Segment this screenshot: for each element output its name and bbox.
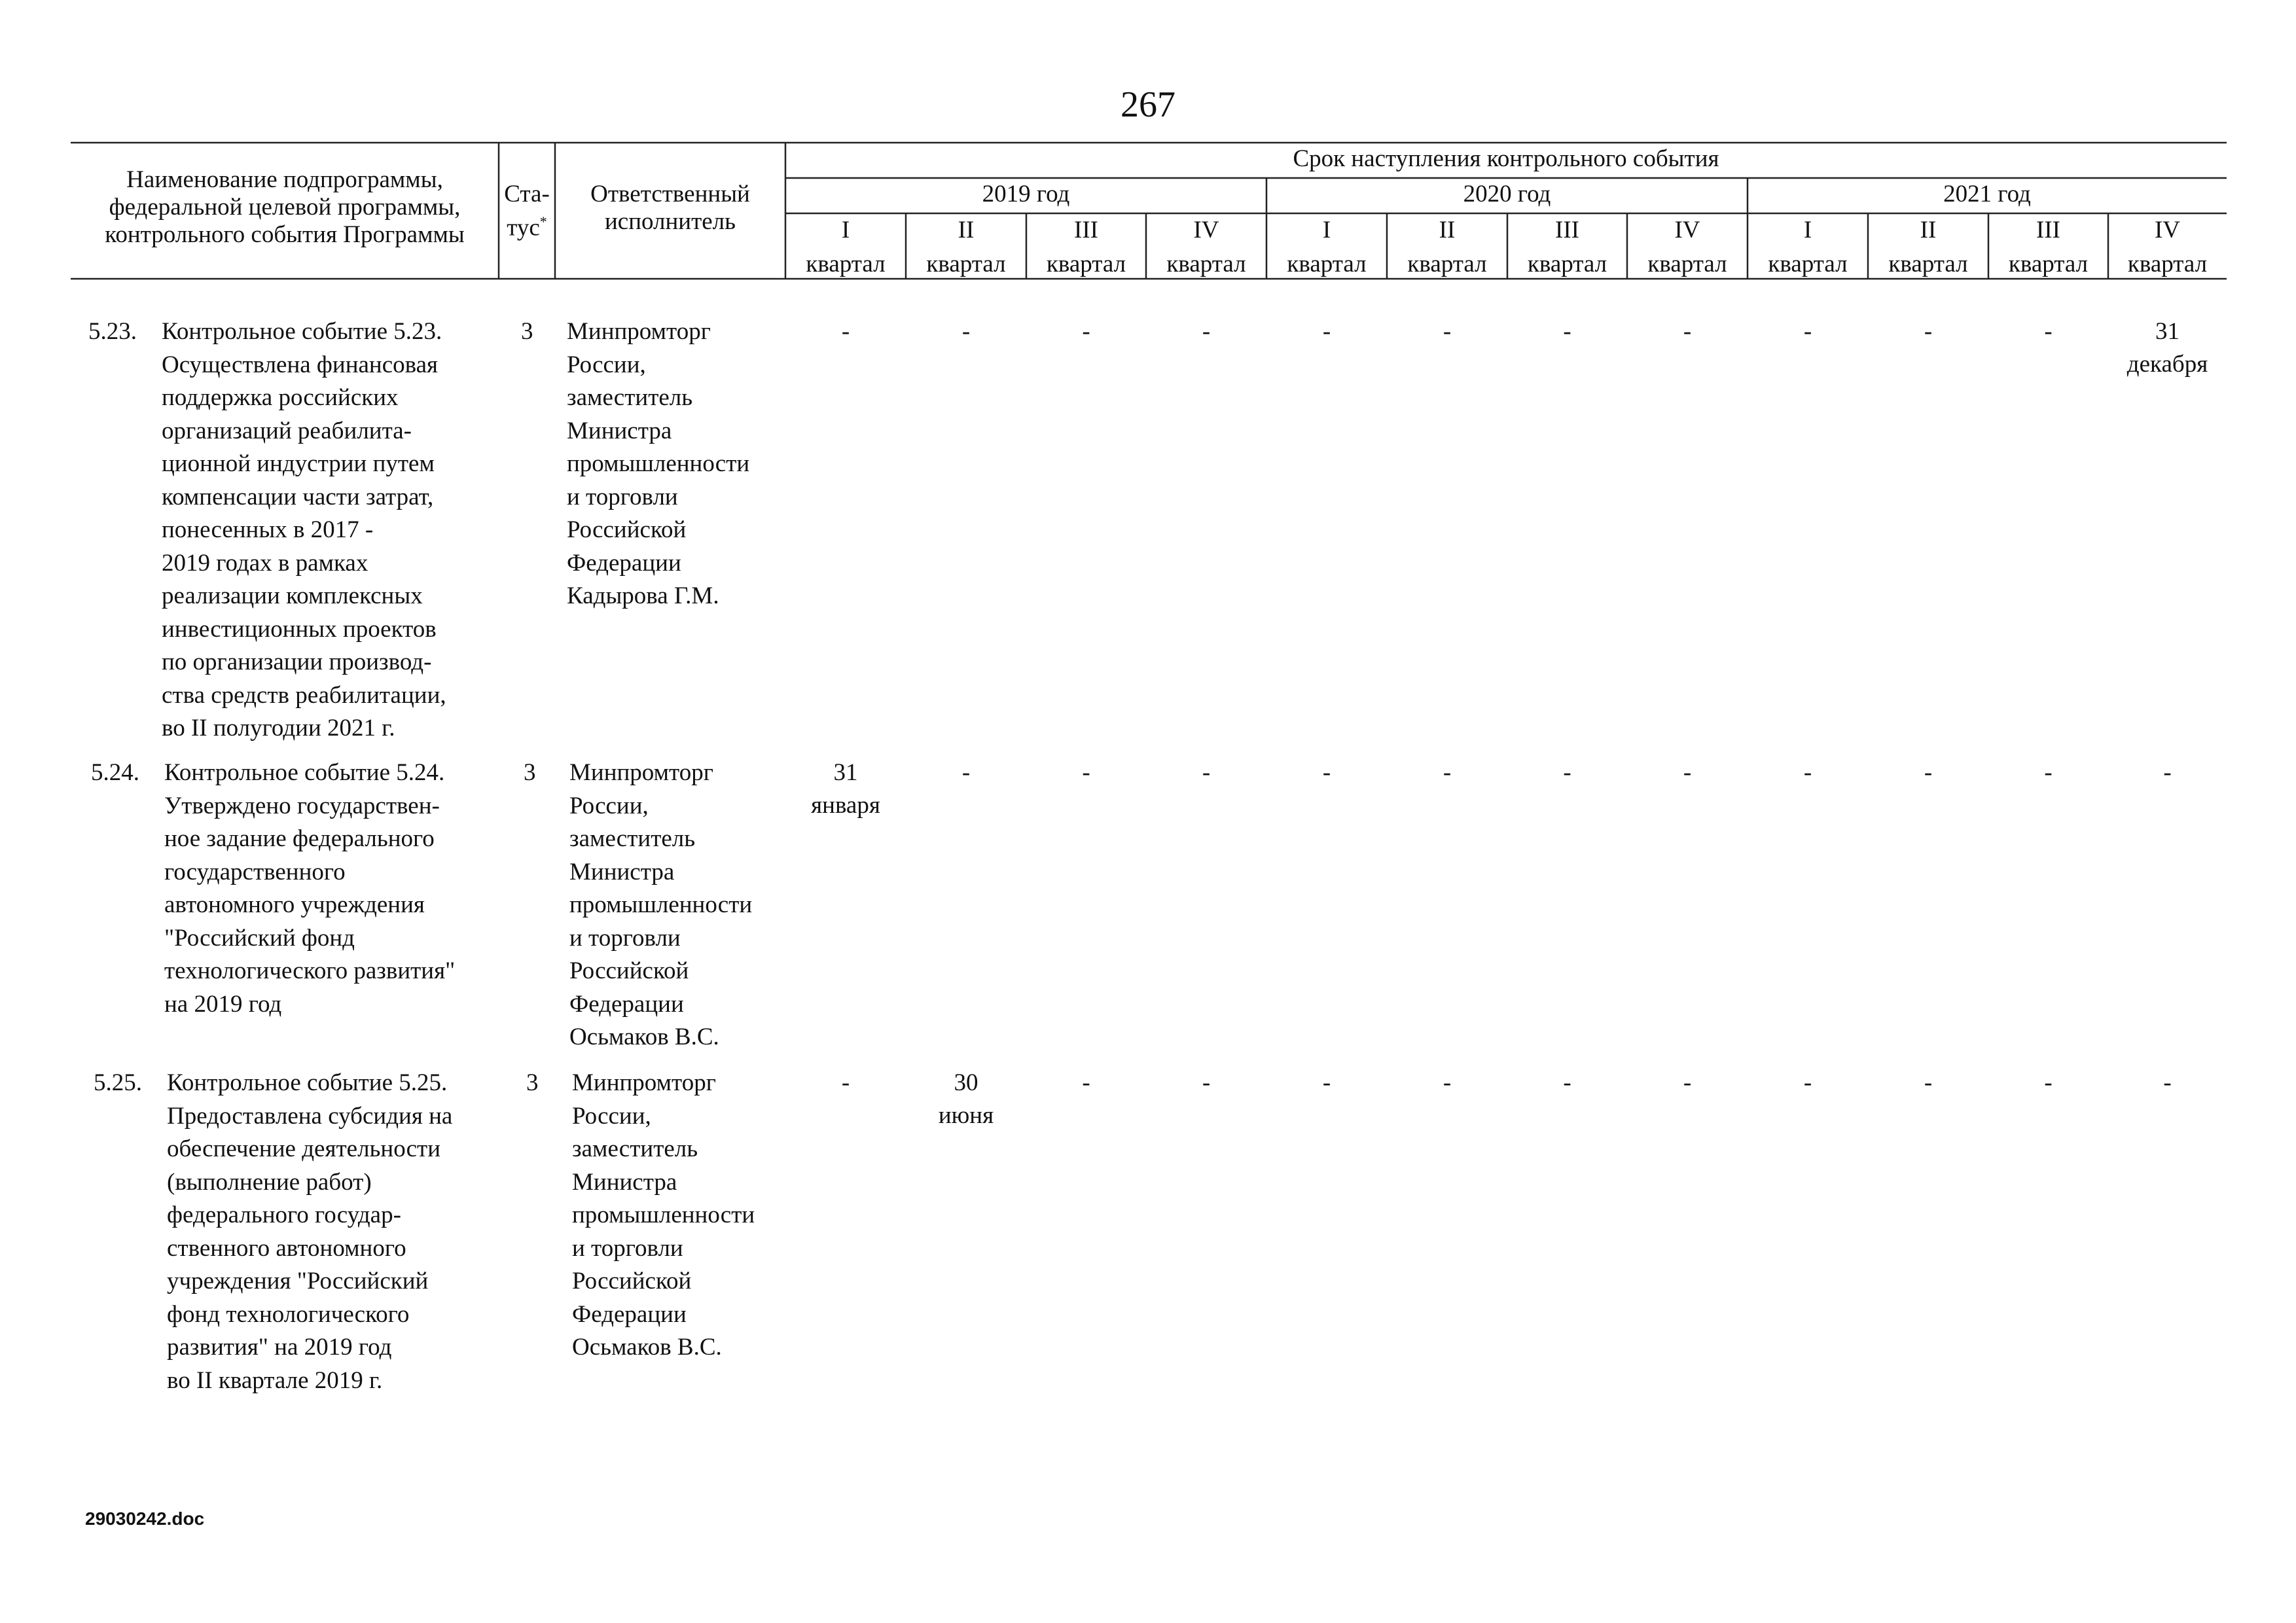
row-number: 5.25.	[94, 1069, 142, 1096]
document-id: 29030242.doc	[85, 1508, 205, 1529]
quarter-cell: -	[1202, 318, 1211, 345]
header-quarter: III квартал	[1527, 217, 1607, 277]
row-status: 3	[521, 318, 533, 345]
quarter-cell: -	[1563, 318, 1571, 345]
quarter-cell: -	[1563, 759, 1571, 786]
header-quarter: II квартал	[926, 217, 1006, 277]
page-number: 267	[1121, 84, 1175, 125]
header-quarter: III квартал	[1046, 217, 1126, 277]
row-event-name: Контрольное событие 5.23. Осуществлена финансовая поддержка российских организаций реабилита- ционной индустрии путем компенсации части затрат, понесенных в 2017 - 2019 годах в рамках реализации комплексных инвестиционных проектов по организации производ- ства средств реабилитации, во II полугодии 2021 г.	[162, 318, 446, 741]
row-number: 5.23.	[88, 318, 137, 345]
quarter-cell: -	[2044, 1069, 2053, 1096]
quarter-cell: -	[1322, 1069, 1331, 1096]
quarter-cell: -	[1202, 759, 1211, 786]
quarter-cell: -	[2163, 1069, 2172, 1096]
header-year-2020: 2020 год	[1463, 181, 1551, 207]
row-number: 5.24.	[91, 759, 139, 786]
header-quarter: IV квартал	[1166, 217, 1246, 277]
header-quarter: IV квартал	[2127, 217, 2208, 277]
quarter-cell: -	[1202, 1069, 1211, 1096]
row-event-name: Контрольное событие 5.25. Предоставлена субсидия на обеспечение деятельности (выполнение работ) федерального государ- ственного автономного учреждения "Российский фонд технологического развития" на 2019 год во II квартале 2019 г.	[167, 1069, 453, 1394]
header-status-column: Ста- тус*	[504, 181, 550, 241]
quarter-cell: -	[1443, 1069, 1452, 1096]
header-quarter: I квартал	[1287, 217, 1367, 277]
quarter-cell: -	[1924, 318, 1933, 345]
row-executor: Минпромторг России, заместитель Министра промышленности и торговли Российской Федерации Кадырова Г.М.	[567, 318, 750, 609]
quarter-cell: -	[1683, 318, 1692, 345]
quarter-cell: -	[2044, 759, 2053, 786]
quarter-cell: -	[1082, 759, 1090, 786]
row-status: 3	[526, 1069, 539, 1096]
quarter-cell: -	[1803, 759, 1812, 786]
quarter-cell: -	[1563, 1069, 1571, 1096]
quarter-cell: -	[1443, 759, 1452, 786]
quarter-cell: -	[1322, 759, 1331, 786]
quarter-cell: -	[1803, 1069, 1812, 1096]
quarter-cell: -	[1082, 318, 1090, 345]
header-executor-column: Ответственный исполнитель	[590, 181, 750, 235]
quarter-cell: -	[961, 759, 971, 786]
row-status: 3	[524, 759, 536, 786]
quarter-cell: 31 декабря	[2126, 318, 2208, 378]
quarter-cell: -	[1683, 1069, 1692, 1096]
quarter-cell: 31 января	[811, 759, 880, 819]
header-quarter: II квартал	[1407, 217, 1487, 277]
header-quarter: I квартал	[806, 217, 886, 277]
header-year-2021: 2021 год	[1943, 181, 2031, 207]
row-event-name: Контрольное событие 5.24. Утверждено государствен- ное задание федерального государственного автономного учреждения "Российский фонд технологического развития" на 2019 год	[164, 759, 456, 1018]
quarter-cell: -	[841, 318, 850, 345]
header-period-title: Срок наступления контрольного события	[1293, 145, 1719, 172]
quarter-cell: -	[1683, 759, 1692, 786]
quarter-cell: -	[1443, 318, 1452, 345]
quarter-cell: -	[1924, 1069, 1933, 1096]
quarter-cell: -	[841, 1069, 850, 1096]
header-name-column: Наименование подпрограммы, федеральной целевой программы, контрольного события Программы	[105, 166, 465, 248]
header-quarter: II квартал	[1888, 217, 1968, 277]
quarter-cell: -	[1322, 318, 1331, 345]
quarter-cell: -	[1803, 318, 1812, 345]
row-executor: Минпромторг России, заместитель Министра промышленности и торговли Российской Федерации Осьмаков В.С.	[569, 759, 753, 1050]
header-quarter: I квартал	[1768, 217, 1848, 277]
quarter-cell: -	[2044, 318, 2053, 345]
quarter-cell: -	[1082, 1069, 1090, 1096]
header-year-2019: 2019 год	[982, 181, 1070, 207]
quarter-cell: -	[2163, 759, 2172, 786]
header-quarter: III квартал	[2008, 217, 2089, 277]
quarter-cell: -	[1924, 759, 1933, 786]
quarter-cell: 30 июня	[938, 1069, 994, 1129]
quarter-cell: -	[961, 318, 971, 345]
header-quarter: IV квартал	[1647, 217, 1727, 277]
row-executor: Минпромторг России, заместитель Министра промышленности и торговли Российской Федерации Осьмаков В.С.	[572, 1069, 755, 1361]
